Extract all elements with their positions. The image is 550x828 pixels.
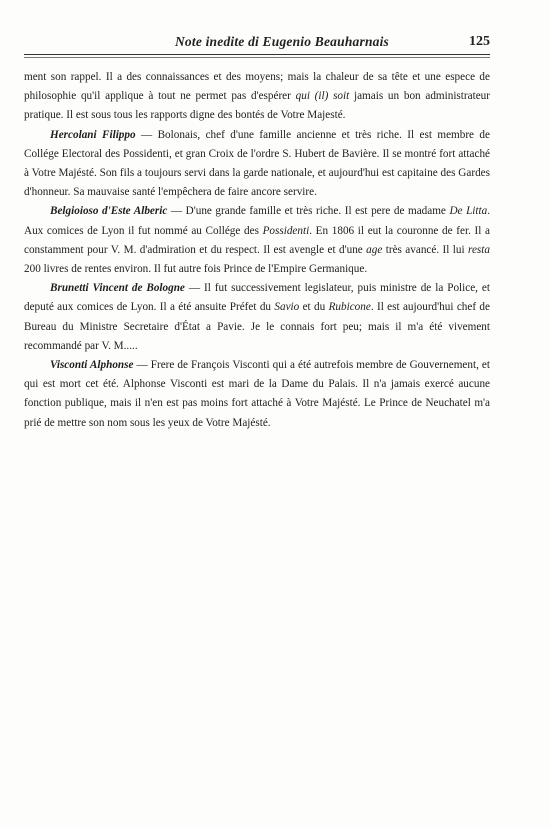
text-run: — Frere de François Visconti qui a été autrefois membre de Gouvernement, et qui est mort cet été. Alphonse Visconti est mari de la Dame du Palais. Il n'a jamais exercé aucune fonction publique, mais il n'en est pas moins fort attaché à Votre Majésté. Le Prince de Neuchatel m'a prié de mettre son nom sous les yeux de Votre Majésté. <box>24 359 490 429</box>
italic-text: De Litta <box>449 205 488 218</box>
italic-text: Rubicone <box>328 301 371 314</box>
text-run: . Il est aujourd'hui chef de Bureau du Ministre Secretaire d'État a Pavie. Je le connais fort peu; mais il m'a été vivement recommandé par V. M..... <box>24 301 490 352</box>
header-rule-thin <box>24 57 490 58</box>
italic-text: Savio <box>274 301 300 314</box>
header-rule <box>24 54 490 55</box>
text-run: très avancé. Il lui <box>382 243 469 256</box>
person-name: Hercolani Filippo <box>50 128 136 141</box>
body-text <box>24 68 490 433</box>
text-run: — Bolonais, chef d'une famille ancienne et très riche. Il est membre de Collége Electoral des Possidenti, et gran Croix de l'ordre S. Hubert de Bavière. Il se montré fort attaché à Votre Majésté. Son fils a toujours servi dans la garde nationale, et aujourd'hui est capitaine des Gardes d'honneur. Sa mauvaise santé l'empêchera de faire ancore servire. <box>24 128 490 199</box>
person-name: Belgioioso d'Este Alberic <box>50 205 168 218</box>
paragraph-brunetti <box>24 279 490 356</box>
italic-text: Possidenti <box>262 224 310 237</box>
text-run: . En 1806 il eut la couronne de fer. Il a constamment pour V. M. d'admiration et du respect. Il est avengle et d'une <box>24 224 490 256</box>
running-head <box>24 34 490 54</box>
text-run: et du <box>299 301 329 314</box>
paragraph-hercolani <box>24 126 490 203</box>
italic-text: age <box>366 243 383 256</box>
text-run: — D'une grande famille et très riche. Il est pere de madame <box>167 205 450 218</box>
running-title: Note inedite di Eugenio Beauharnais <box>174 34 390 49</box>
text-run: . Aux comices de Lyon il fut nommé au Collége des <box>24 205 491 237</box>
paragraph-continuation <box>24 68 490 126</box>
person-name: Visconti Alphonse <box>50 359 134 372</box>
person-name: Brunetti Vincent de Bologne <box>50 282 185 295</box>
page-number: 125 <box>469 34 490 49</box>
italic-text: qui (il) soit <box>295 90 350 103</box>
text-run: 200 livres de rentes environ. Il fut autre fois Prince de l'Empire Germanique. <box>24 263 368 276</box>
paragraph-belgioioso <box>24 202 490 279</box>
text-run: — Il fut successivement legislateur, puis ministre de la Police, et deputé aux comices de Lyon. Il a été ansuite Préfet du <box>24 282 490 314</box>
italic-text: resta <box>468 243 490 256</box>
paragraph-visconti <box>24 356 490 433</box>
text-run: ment son rappel. Il a des connaissances et des moyens; mais la chaleur de sa tête et une espece de philosophie qu'il applique à tout ne permet pas d'espérer <box>24 71 490 103</box>
text-run: jamais un bon administrateur pratique. Il est sous tous les rapports digne des bontés de Votre Majesté. <box>24 90 490 122</box>
